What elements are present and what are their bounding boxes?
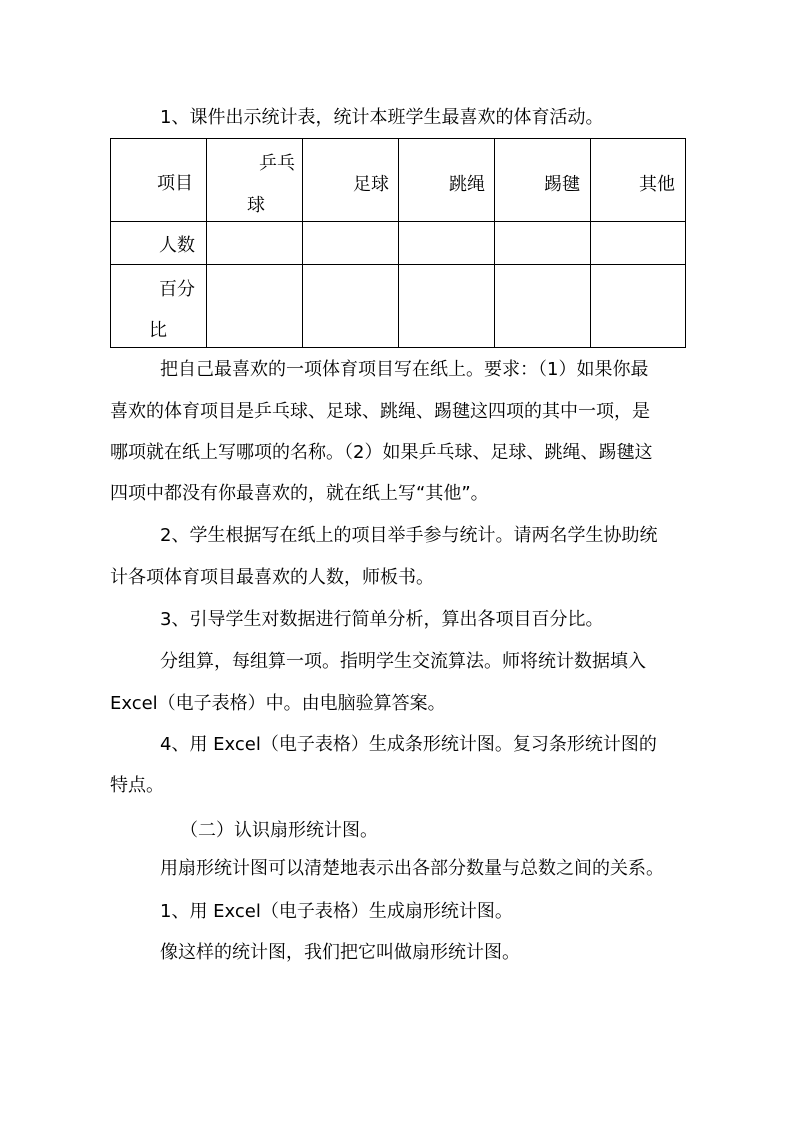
table-header-cell <box>399 139 495 222</box>
header-pingpong-line1: 乒乓 <box>259 153 295 174</box>
header-other: 其他 <box>639 174 675 195</box>
table-cell <box>591 222 686 265</box>
table-header-cell <box>591 139 686 222</box>
row-label-percent-line2: 比 <box>149 320 167 341</box>
table-cell <box>591 265 686 348</box>
table-header-cell <box>303 139 399 222</box>
table-row-label-cell <box>111 265 207 348</box>
paragraph-line: 哪项就在纸上写哪项的名称。（2）如果乒乓球、足球、跳绳、踢毽这 <box>110 442 653 463</box>
table-cell <box>207 265 303 348</box>
table-header-cell <box>111 139 207 222</box>
header-football: 足球 <box>353 174 389 195</box>
paragraph-line: 像这样的统计图，我们把它叫做扇形统计图。 <box>160 942 520 963</box>
table-cell <box>495 265 591 348</box>
table-cell <box>303 265 399 348</box>
header-item-label: 项目 <box>157 173 193 194</box>
section-heading: （二）认识扇形统计图。 <box>180 820 378 841</box>
table-cell <box>399 222 495 265</box>
paragraph-line: 分组算，每组算一项。指明学生交流算法。师将统计数据填入 <box>160 651 646 672</box>
table-cell <box>207 222 303 265</box>
table-cell <box>399 265 495 348</box>
paragraph-line: 用扇形统计图可以清楚地表示出各部分数量与总数之间的关系。 <box>160 858 664 879</box>
paragraph-line: 四项中都没有你最喜欢的，就在纸上写“其他”。 <box>110 483 489 504</box>
table-row <box>111 265 686 348</box>
table-header-row <box>111 139 686 222</box>
paragraph-line: 喜欢的体育项目是乒乓球、足球、跳绳、踢毽这四项的其中一项，是 <box>110 401 650 422</box>
paragraph-table-intro: 1、课件出示统计表，统计本班学生最喜欢的体育活动。 <box>160 107 604 128</box>
paragraph-line: 2、学生根据写在纸上的项目举手参与统计。请两名学生协助统 <box>160 525 658 546</box>
sports-stats-table <box>110 138 686 348</box>
paragraph-line: 1、用 Excel（电子表格）生成扇形统计图。 <box>160 901 513 922</box>
table-cell <box>495 222 591 265</box>
paragraph-line: 把自己最喜欢的一项体育项目写在纸上。要求：（1）如果你最 <box>160 359 649 380</box>
header-rope: 跳绳 <box>449 174 485 195</box>
row-label-percent-line1: 百分 <box>159 279 195 300</box>
header-pingpong-line2: 球 <box>247 195 265 216</box>
row-label-count: 人数 <box>159 235 195 256</box>
paragraph-line: Excel（电子表格）中。由电脑验算答案。 <box>110 693 446 714</box>
table-row-label-cell <box>111 222 207 265</box>
table-header-cell <box>495 139 591 222</box>
table-cell <box>303 222 399 265</box>
paragraph-line: 计各项体育项目最喜欢的人数，师板书。 <box>110 567 434 588</box>
paragraph-line: 3、引导学生对数据进行简单分析，算出各项目百分比。 <box>160 609 604 630</box>
table-header-cell <box>207 139 303 222</box>
paragraph-line: 特点。 <box>110 775 164 796</box>
table-row <box>111 222 686 265</box>
paragraph-line: 4、用 Excel（电子表格）生成条形统计图。复习条形统计图的 <box>160 734 657 755</box>
header-shuttlecock: 踢毽 <box>544 174 580 195</box>
